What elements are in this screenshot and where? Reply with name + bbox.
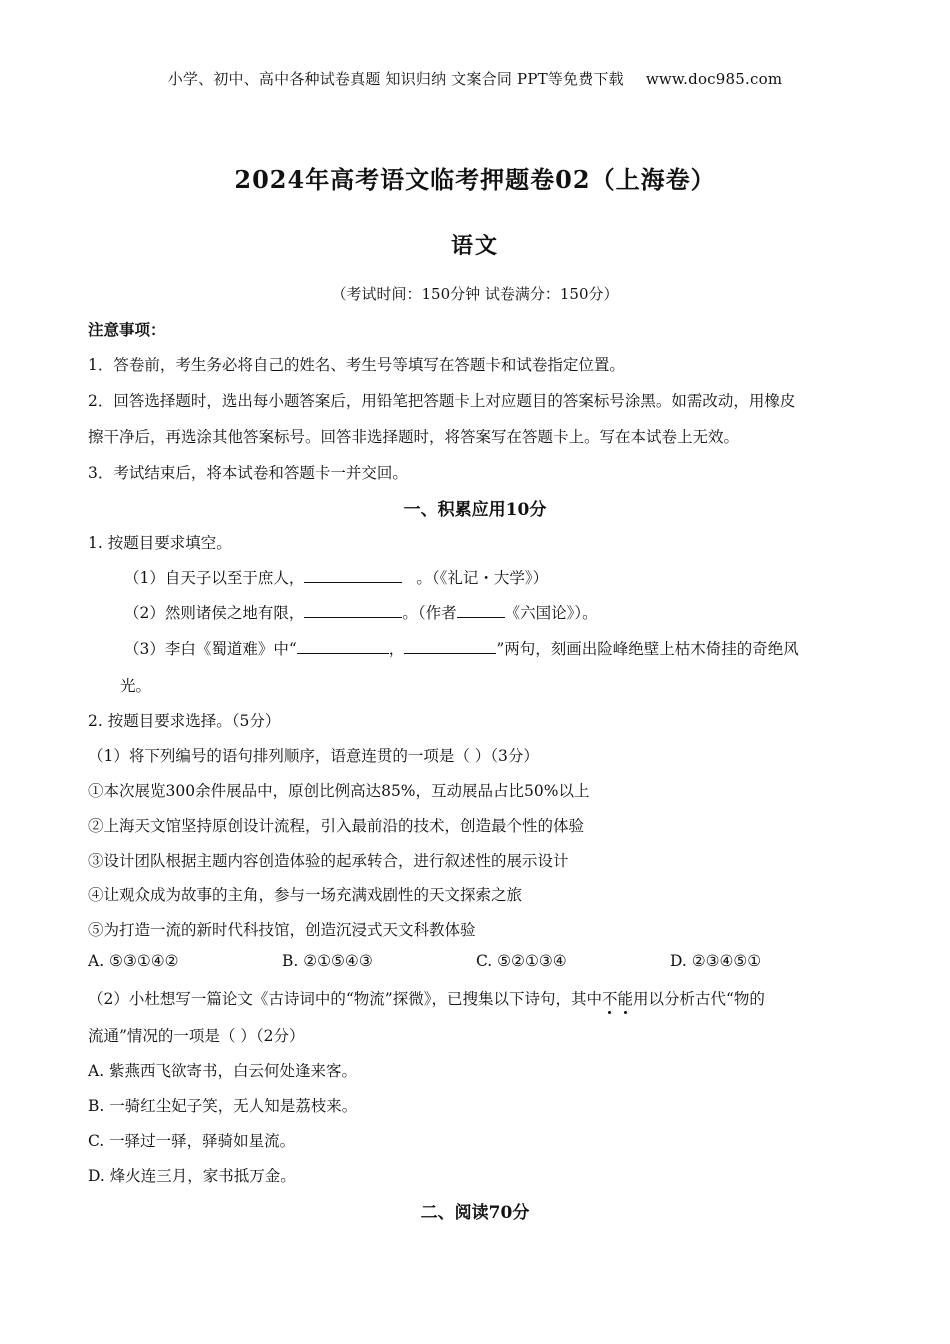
q2-sub2: （2）小杜想写一篇论文《古诗词中的“物流”探微》，已搜集以下诗句，其中不能用以分析古代“物的 xyxy=(88,990,765,1008)
section-title-reading: 二、阅读70分 xyxy=(420,1203,530,1223)
notice-item: 1．答卷前，考生务必将自己的姓名、考生号等填写在答题卡和试卷指定位置。 xyxy=(88,356,625,374)
header-site-link[interactable]: www.doc985.com xyxy=(645,70,783,88)
q2-sub1: （1）将下列编号的语句排列顺序，语意连贯的一项是（ ）（3分） xyxy=(88,747,539,765)
option-b[interactable]: B. ②①⑤④③ xyxy=(282,952,373,970)
exam-subject: 语文 xyxy=(450,233,499,259)
sentence-item: ①本次展览300余件展品中，原创比例高达85%，互动展品占比50%以上 xyxy=(88,782,590,800)
q2-stem: 2. 按题目要求选择。（5分） xyxy=(88,712,281,730)
answer-blank[interactable] xyxy=(304,568,402,583)
option-d[interactable]: D. ②③④⑤① xyxy=(670,952,762,970)
option-c[interactable]: C. ⑤②①③④ xyxy=(476,952,567,970)
q1-part2: （2）然则诸侯之地有限， 。（作者 《六国论》）。 xyxy=(124,604,598,622)
option-a[interactable]: A. ⑤③①④② xyxy=(88,952,179,970)
option-a[interactable]: A. 紫燕西飞欲寄书，白云何处逢来客。 xyxy=(88,1062,358,1080)
emphasis-not: 不 xyxy=(601,990,618,1008)
answer-blank[interactable] xyxy=(297,639,389,654)
answer-blank-author[interactable] xyxy=(457,603,505,618)
exam-info: （考试时间：150分钟 试卷满分：150分） xyxy=(331,285,619,303)
emphasis-can: 能 xyxy=(617,990,633,1008)
notice-item: 擦干净后，再选涂其他答案标号。回答非选择题时，将答案写在答题卡上。写在本试卷上无效。 xyxy=(88,428,740,446)
header-slogan: 小学、初中、高中各种试卷真题 知识归纳 文案合同 PPT等免费下载 xyxy=(167,70,624,88)
sentence-item: ②上海天文馆坚持原创设计流程，引入最前沿的技术，创造最个性的体验 xyxy=(88,817,585,835)
q1-part3-continued: 光。 xyxy=(120,677,152,695)
page-header xyxy=(0,68,950,89)
sentence-item: ④让观众成为故事的主角，参与一场充满戏剧性的天文探索之旅 xyxy=(88,886,523,904)
exam-title: 2024年高考语文临考押题卷02（上海卷） xyxy=(234,165,716,194)
notice-heading: 注意事项： xyxy=(88,320,166,339)
option-d[interactable]: D. 烽火连三月，家书抵万金。 xyxy=(88,1167,296,1185)
notice-item: 3．考试结束后，将本试卷和答题卡一并交回。 xyxy=(88,464,408,482)
q1-stem: 1. 按题目要求填空。 xyxy=(88,534,232,552)
q2-sub2-continued: 流通”情况的一项是（ ）（2分） xyxy=(88,1027,305,1045)
option-b[interactable]: B. 一骑红尘妃子笑，无人知是荔枝来。 xyxy=(88,1097,358,1115)
section-title-accumulation: 一、积累应用10分 xyxy=(403,500,547,520)
q1-part3: （3）李白《蜀道难》中“ ， ”两句，刻画出险峰绝壁上枯木倚挂的奇绝风 xyxy=(124,640,799,658)
answer-blank[interactable] xyxy=(304,603,402,618)
sentence-item: ⑤为打造一流的新时代科技馆，创造沉浸式天文科教体验 xyxy=(88,921,476,939)
notice-item: 2．回答选择题时，选出每小题答案后，用铅笔把答题卡上对应题目的答案标号涂黑。如需改动，用橡皮 xyxy=(88,392,796,410)
sentence-item: ③设计团队根据主题内容创造体验的起承转合，进行叙述性的展示设计 xyxy=(88,852,569,870)
q1-part1: （1）自天子以至于庶人， 。（《礼记・大学》） xyxy=(124,569,549,587)
option-c[interactable]: C. 一驿过一驿，驿骑如星流。 xyxy=(88,1132,296,1150)
answer-blank[interactable] xyxy=(404,639,496,654)
